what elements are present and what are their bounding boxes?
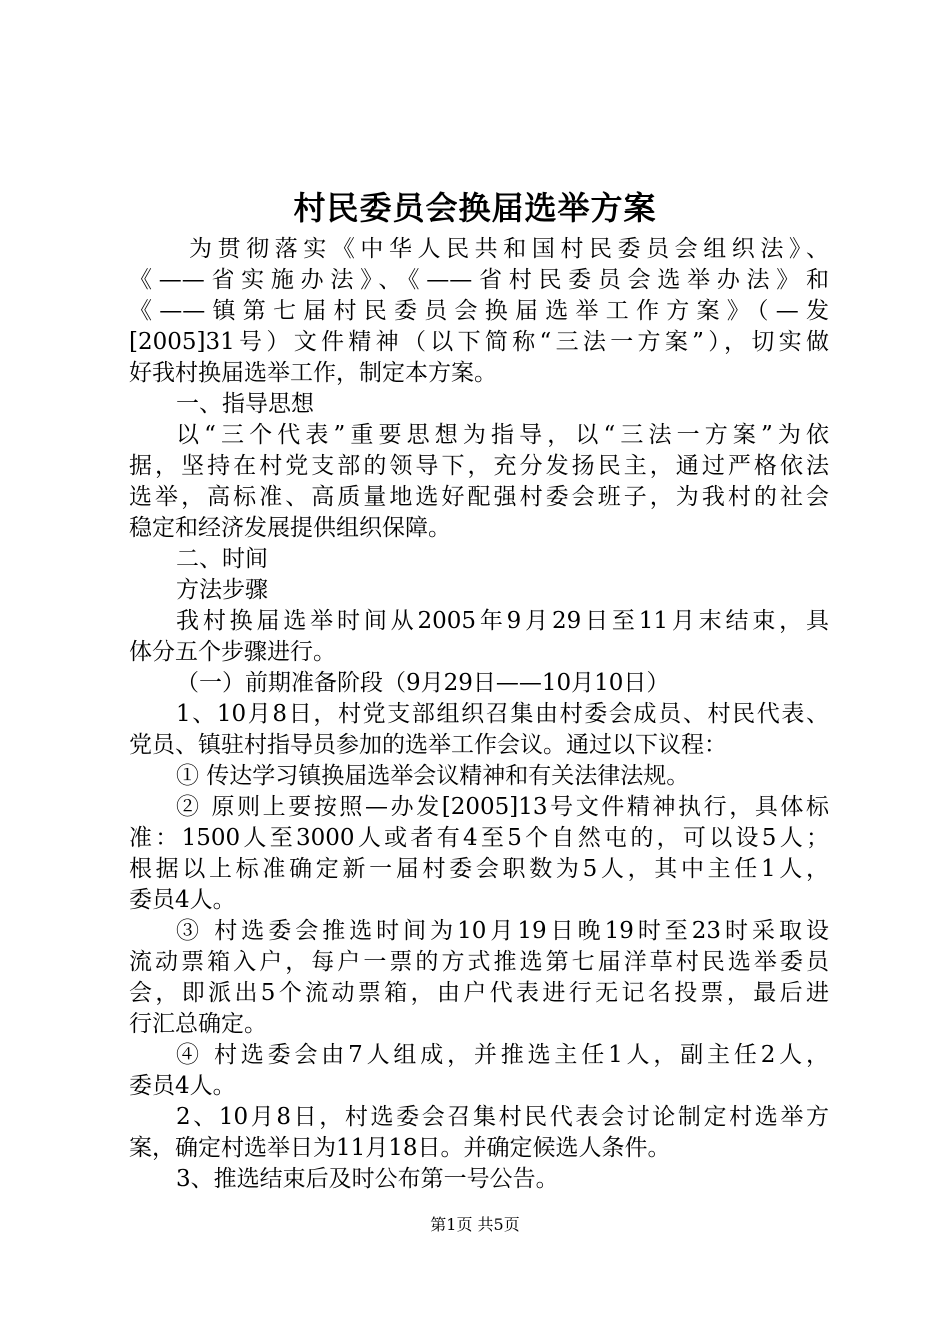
- paragraph-line: 《——省实施办法》、《——省村民委员会选举办法》和: [129, 267, 829, 293]
- paragraph-line: 委员4人。: [129, 887, 236, 913]
- list-item: ③ 村选委会推选时间为10月19日晚19时至23时采取设: [176, 918, 829, 944]
- list-item: ② 原则上要按照—办发[2005]13号文件精神执行，具体标: [176, 794, 829, 820]
- paragraph-line: 案，确定村选举日为11月18日。并确定候选人条件。: [129, 1135, 671, 1161]
- section-heading: 方法步骤: [176, 577, 268, 603]
- paragraph-line: 体分五个步骤进行。: [129, 639, 336, 665]
- paragraph-line: 选举，高标准、高质量地选好配强村委会班子，为我村的社会: [129, 484, 829, 510]
- paragraph-line: 为贯彻落实《中华人民共和国村民委员会组织法》、: [189, 236, 829, 262]
- paragraph-line: 会，即派出5个流动票箱，由户代表进行无记名投票，最后进: [129, 980, 829, 1006]
- paragraph-line: 据，坚持在村党支部的领导下，充分发扬民主，通过严格依法: [129, 453, 829, 479]
- paragraph-line: 准：1500人至3000人或者有4至5个自然屯的，可以设5人；: [129, 825, 829, 851]
- paragraph-line: 委员4人。: [129, 1073, 236, 1099]
- paragraph-line: 流动票箱入户，每户一票的方式推选第七届洋草村民选举委员: [129, 949, 829, 975]
- paragraph-line: 3、推选结束后及时公布第一号公告。: [176, 1166, 559, 1192]
- paragraph-line: 1、10月8日，村党支部组织召集由村委会成员、村民代表、: [176, 701, 829, 727]
- page-footer: 第1页 共5页: [430, 1215, 520, 1234]
- paragraph-line: 党员、镇驻村指导员参加的选举工作会议。通过以下议程：: [129, 732, 727, 758]
- paragraph-line: 我村换届选举时间从2005年9月29日至11月末结束，具: [176, 608, 829, 634]
- list-item: ④ 村选委会由7人组成，并推选主任1人，副主任2人，: [176, 1042, 829, 1068]
- subsection-heading: （一）前期准备阶段（9月29日——10月10日）: [176, 670, 670, 696]
- document-body: [129, 234, 829, 1195]
- paragraph-line: 以“三个代表”重要思想为指导，以“三法一方案”为依: [176, 422, 829, 448]
- list-item: ① 传达学习镇换届选举会议精神和有关法律法规。: [176, 763, 690, 789]
- paragraph-line: 《——镇第七届村民委员会换届选举工作方案》（—发: [129, 298, 829, 324]
- document-title: 村民委员会换届选举方案: [293, 189, 657, 227]
- paragraph-line: 根据以上标准确定新一届村委会职数为5人，其中主任1人，: [129, 856, 829, 882]
- section-heading: 一、指导思想: [176, 391, 314, 417]
- paragraph-line: 稳定和经济发展提供组织保障。: [129, 515, 451, 541]
- paragraph-line: [2005]31号）文件精神（以下简称“三法一方案”），切实做: [129, 329, 829, 355]
- section-heading: 二、时间: [176, 546, 268, 572]
- paragraph-line: 行汇总确定。: [129, 1011, 267, 1037]
- paragraph-line: 2、10月8日，村选委会召集村民代表会讨论制定村选举方: [176, 1104, 829, 1130]
- paragraph-line: 好我村换届选举工作，制定本方案。: [129, 360, 497, 386]
